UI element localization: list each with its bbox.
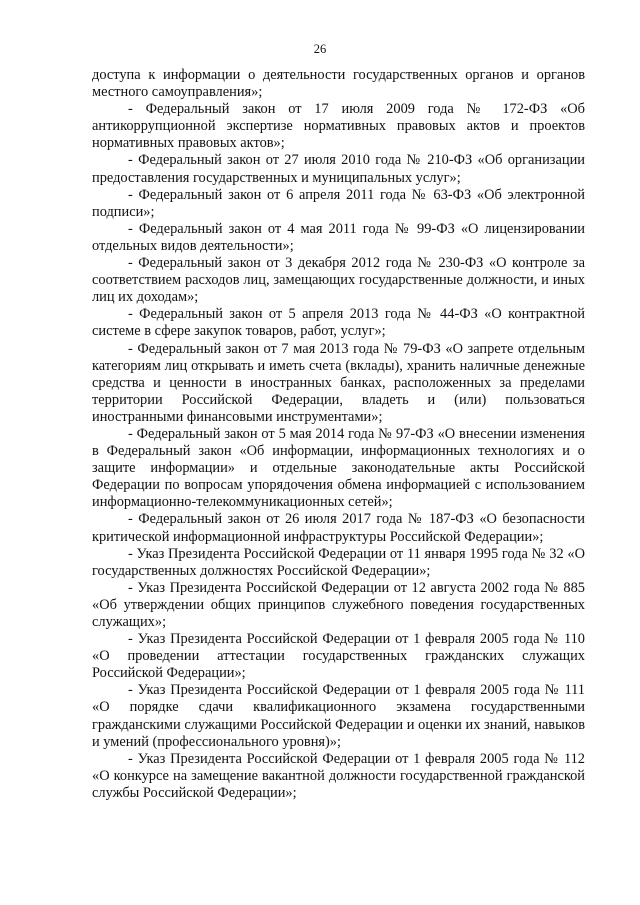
document-body: [92, 67, 585, 802]
list-item-decree-111: - Указ Президента Российской Федерации от 1 февраля 2005 года № 111 «О порядке сдачи квалификационного экзамена государственными гражданскими служащими Российской Федерации и оценки их знаний, навыков и умений (профессионального уровня)»;: [92, 682, 585, 750]
list-item-law-79-fz: - Федеральный закон от 7 мая 2013 года № 79-ФЗ «О запрете отдельным категориям лиц открывать и иметь счета (вклады), хранить наличные денежные средства и ценности в иностранных банках, расположенных за пределами территории Российской Федерации, владеть и (или) пользоваться иностранными финансовыми инструментами»;: [92, 340, 585, 425]
list-item-law-210-fz: - Федеральный закон от 27 июля 2010 года № 210-ФЗ «Об организации предоставления государственных и муниципальных услуг»;: [92, 152, 585, 186]
list-item-law-97-fz: - Федеральный закон от 5 мая 2014 года № 97-ФЗ «О внесении изменения в Федеральный закон «Об информации, информационных технологиях и о защите информации» и отдельные законодательные акты Российской Федерации по вопросам упорядочения обмена информацией с использованием информационно-телекоммуникационных сетей»;: [92, 425, 585, 511]
list-item-decree-885: - Указ Президента Российской Федерации от 12 августа 2002 года № 885 «Об утверждении общих принципов служебного поведения государственных служащих»;: [92, 579, 585, 630]
list-item-law-63-fz: - Федеральный закон от 6 апреля 2011 года № 63-ФЗ «Об электронной подписи»;: [92, 186, 585, 220]
list-item-law-99-fz: - Федеральный закон от 4 мая 2011 года № 99-ФЗ «О лицензировании отдельных видов деятельности»;: [92, 220, 585, 254]
list-item-law-230-fz: - Федеральный закон от 3 декабря 2012 года № 230-ФЗ «О контроле за соответствием расходов лиц, замещающих государственные должности, и иных лиц их доходам»;: [92, 255, 585, 306]
page-number: 26: [313, 42, 327, 56]
list-item-decree-112: - Указ Президента Российской Федерации от 1 февраля 2005 года № 112 «О конкурсе на замещение вакантной должности государственной гражданской службы Российской Федерации»;: [92, 750, 585, 801]
list-item-law-187-fz: - Федеральный закон от 26 июля 2017 года № 187-ФЗ «О безопасности критической информационной инфраструктуры Российской Федерации»;: [92, 511, 585, 545]
list-item-decree-110: - Указ Президента Российской Федерации от 1 февраля 2005 года № 110 «О проведении аттестации государственных гражданских служащих Российской Федерации»;: [92, 631, 585, 682]
paragraph-continuation: доступа к информации о деятельности государственных органов и органов местного самоуправления»;: [92, 67, 585, 101]
list-item-decree-32: - Указ Президента Российской Федерации от 11 января 1995 года № 32 «О государственных должностях Российской Федерации»;: [92, 545, 585, 579]
list-item-law-44-fz: - Федеральный закон от 5 апреля 2013 года № 44-ФЗ «О контрактной системе в сфере закупок товаров, работ, услуг»;: [92, 306, 585, 340]
list-item-law-172-fz: - Федеральный закон от 17 июля 2009 года № 172-ФЗ «Об антикоррупционной экспертизе нормативных правовых актов и проектов нормативных правовых актов»;: [92, 101, 585, 152]
